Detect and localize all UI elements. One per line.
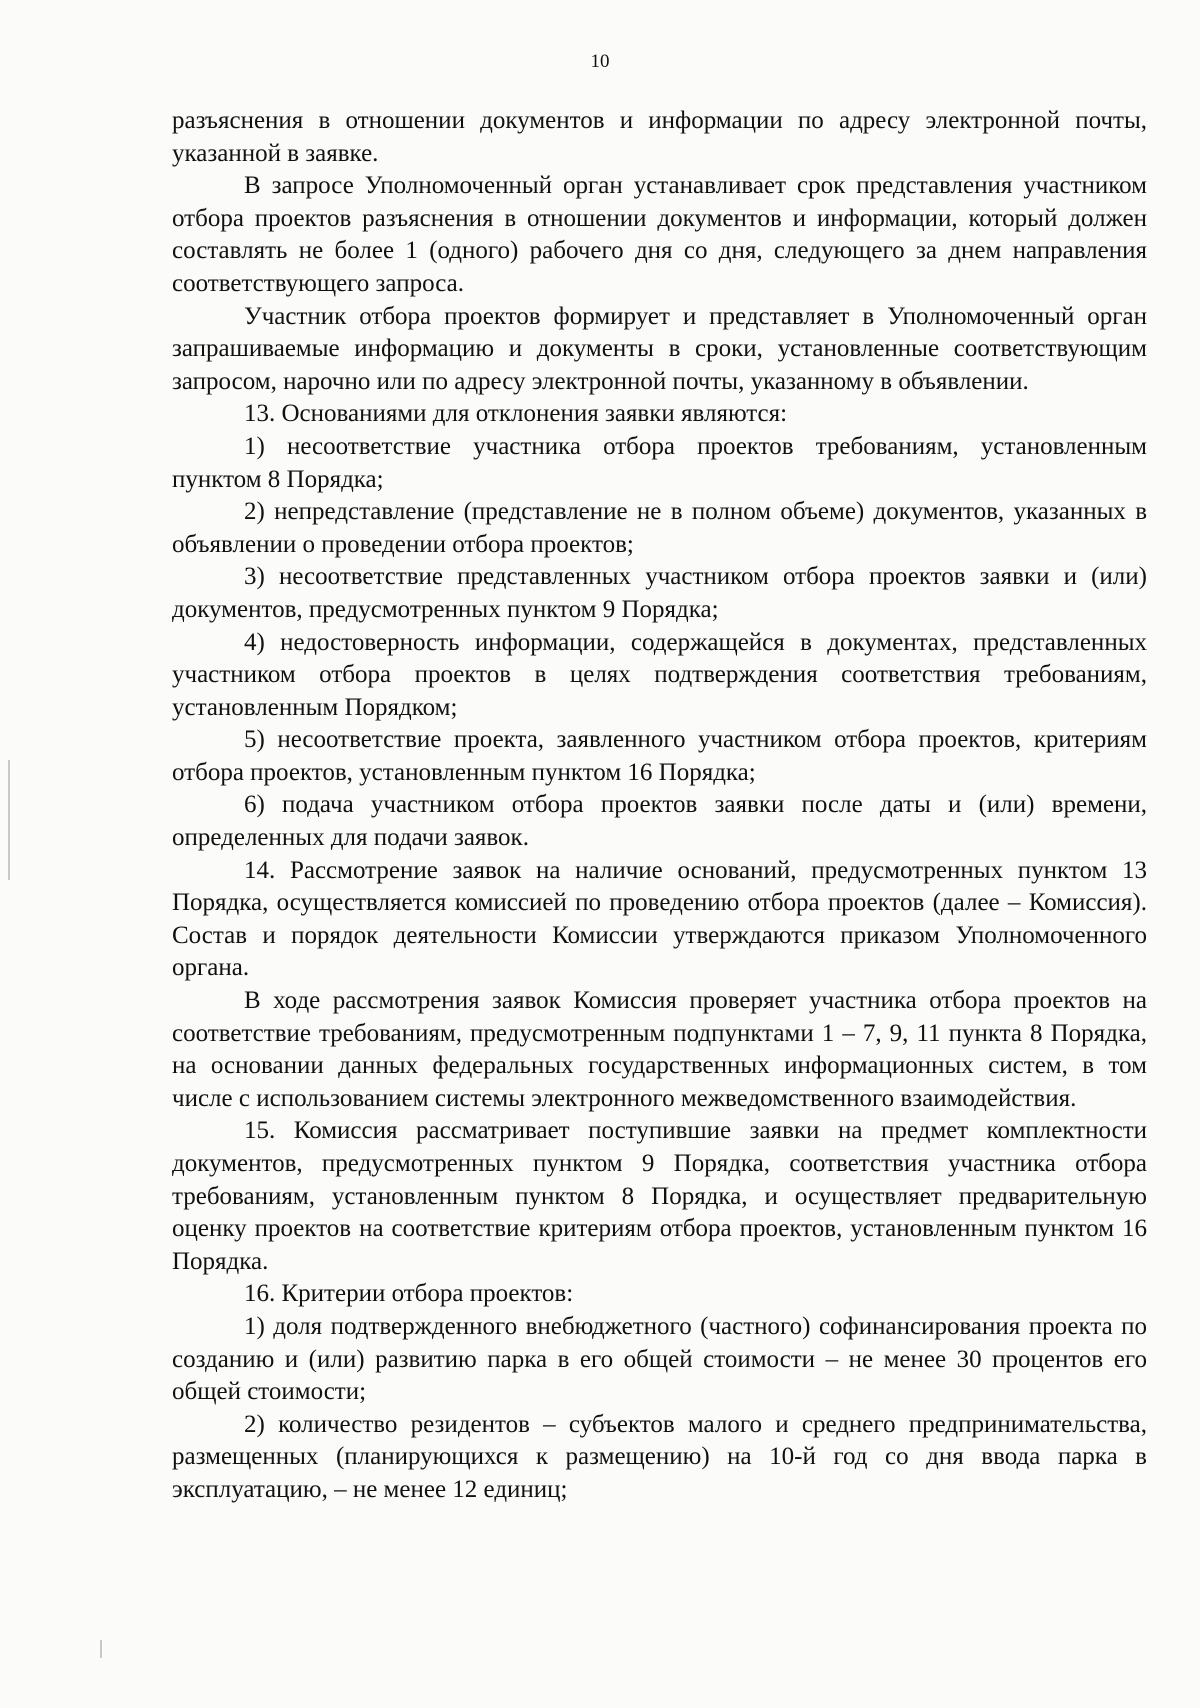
paragraph: В запросе Уполномоченный орган устанавливает срок представления участником отбора проектов разъяснения в отношении документов и информации, который должен составлять не более 1 (одного) рабочего дня со дня, следующего за днем направления соответствующего запроса. [172, 172, 1147, 297]
list-item: 1) доля подтвержденного внебюджетного (частного) софинансирования проекта по созданию и (или) развитию парка в его общей стоимости – не менее 30 процентов его общей стоимости; [172, 1312, 1147, 1406]
page-number: 10 [590, 51, 610, 72]
scan-edge-mark [8, 760, 10, 880]
list-item: 6) подача участником отбора проектов заявки после даты и (или) времени, определенных для подачи заявок. [172, 791, 1147, 852]
paragraph: Участник отбора проектов формирует и представляет в Уполномоченный орган запрашиваемые информацию и документы в сроки, установленные соответствующим запросом, нарочно или по адресу электронной почты, указанному в объявлении. [172, 302, 1147, 395]
scan-edge-mark [100, 1640, 102, 1658]
paragraph: разъяснения в отношении документов и информации по адресу электронной почты, указанной в заявке. [172, 107, 1147, 167]
list-item: 3) несоответствие представленных участником отбора проектов заявки и (или) документов, предусмотренных пунктом 9 Порядка; [172, 563, 1147, 623]
paragraph: 15. Комиссия рассматривает поступившие заявки на предмет комплектности документов, предусмотренных пунктом 9 Порядка, соответствия участника отбора требованиям, установленным пунктом 8 Порядка, и осуществляет предварительную оценку проектов на соответствие критериям отбора проектов, установленным пунктом 16 Порядка. [172, 1117, 1147, 1275]
list-item: 2) непредставление (представление не в полном объеме) документов, указанных в объявлении о проведении отбора проектов; [172, 498, 1147, 558]
list-item: 2) количество резидентов – субъектов малого и среднего предпринимательства, размещенных (планирующихся к размещению) на 10-й год со дня ввода парка в эксплуатацию, – не менее 12 единиц; [172, 1410, 1147, 1503]
document-body [172, 105, 1147, 1507]
section-heading: 13. Основаниями для отклонения заявки являются: [244, 400, 788, 428]
section-heading: 16. Критерии отбора проектов: [244, 1280, 574, 1308]
list-item: 4) недостоверность информации, содержащейся в документах, представленных участником отбора проектов в целях подтверждения соответствия требованиям, установленным Порядком; [172, 628, 1147, 721]
list-item: 1) несоответствие участника отбора проектов требованиям, установленным пунктом 8 Порядка; [172, 432, 1147, 493]
list-item: 5) несоответствие проекта, заявленного участником отбора проектов, критериям отбора проектов, установленным пунктом 16 Порядка; [172, 726, 1147, 786]
paragraph: 14. Рассмотрение заявок на наличие оснований, предусмотренных пунктом 13 Порядка, осуществляется комиссией по проведению отбора проектов (далее – Комиссия). Состав и порядок деятельности Комиссии утверждаются приказом Уполномоченного органа. [172, 856, 1147, 982]
paragraph: В ходе рассмотрения заявок Комиссия проверяет участника отбора проектов на соответствие требованиям, предусмотренным подпунктами 1 – 7, 9, 11 пункта 8 Порядка, на основании данных федеральных государственных информационных систем, в том числе с использованием системы электронного межведомственного взаимодействия. [172, 987, 1147, 1112]
